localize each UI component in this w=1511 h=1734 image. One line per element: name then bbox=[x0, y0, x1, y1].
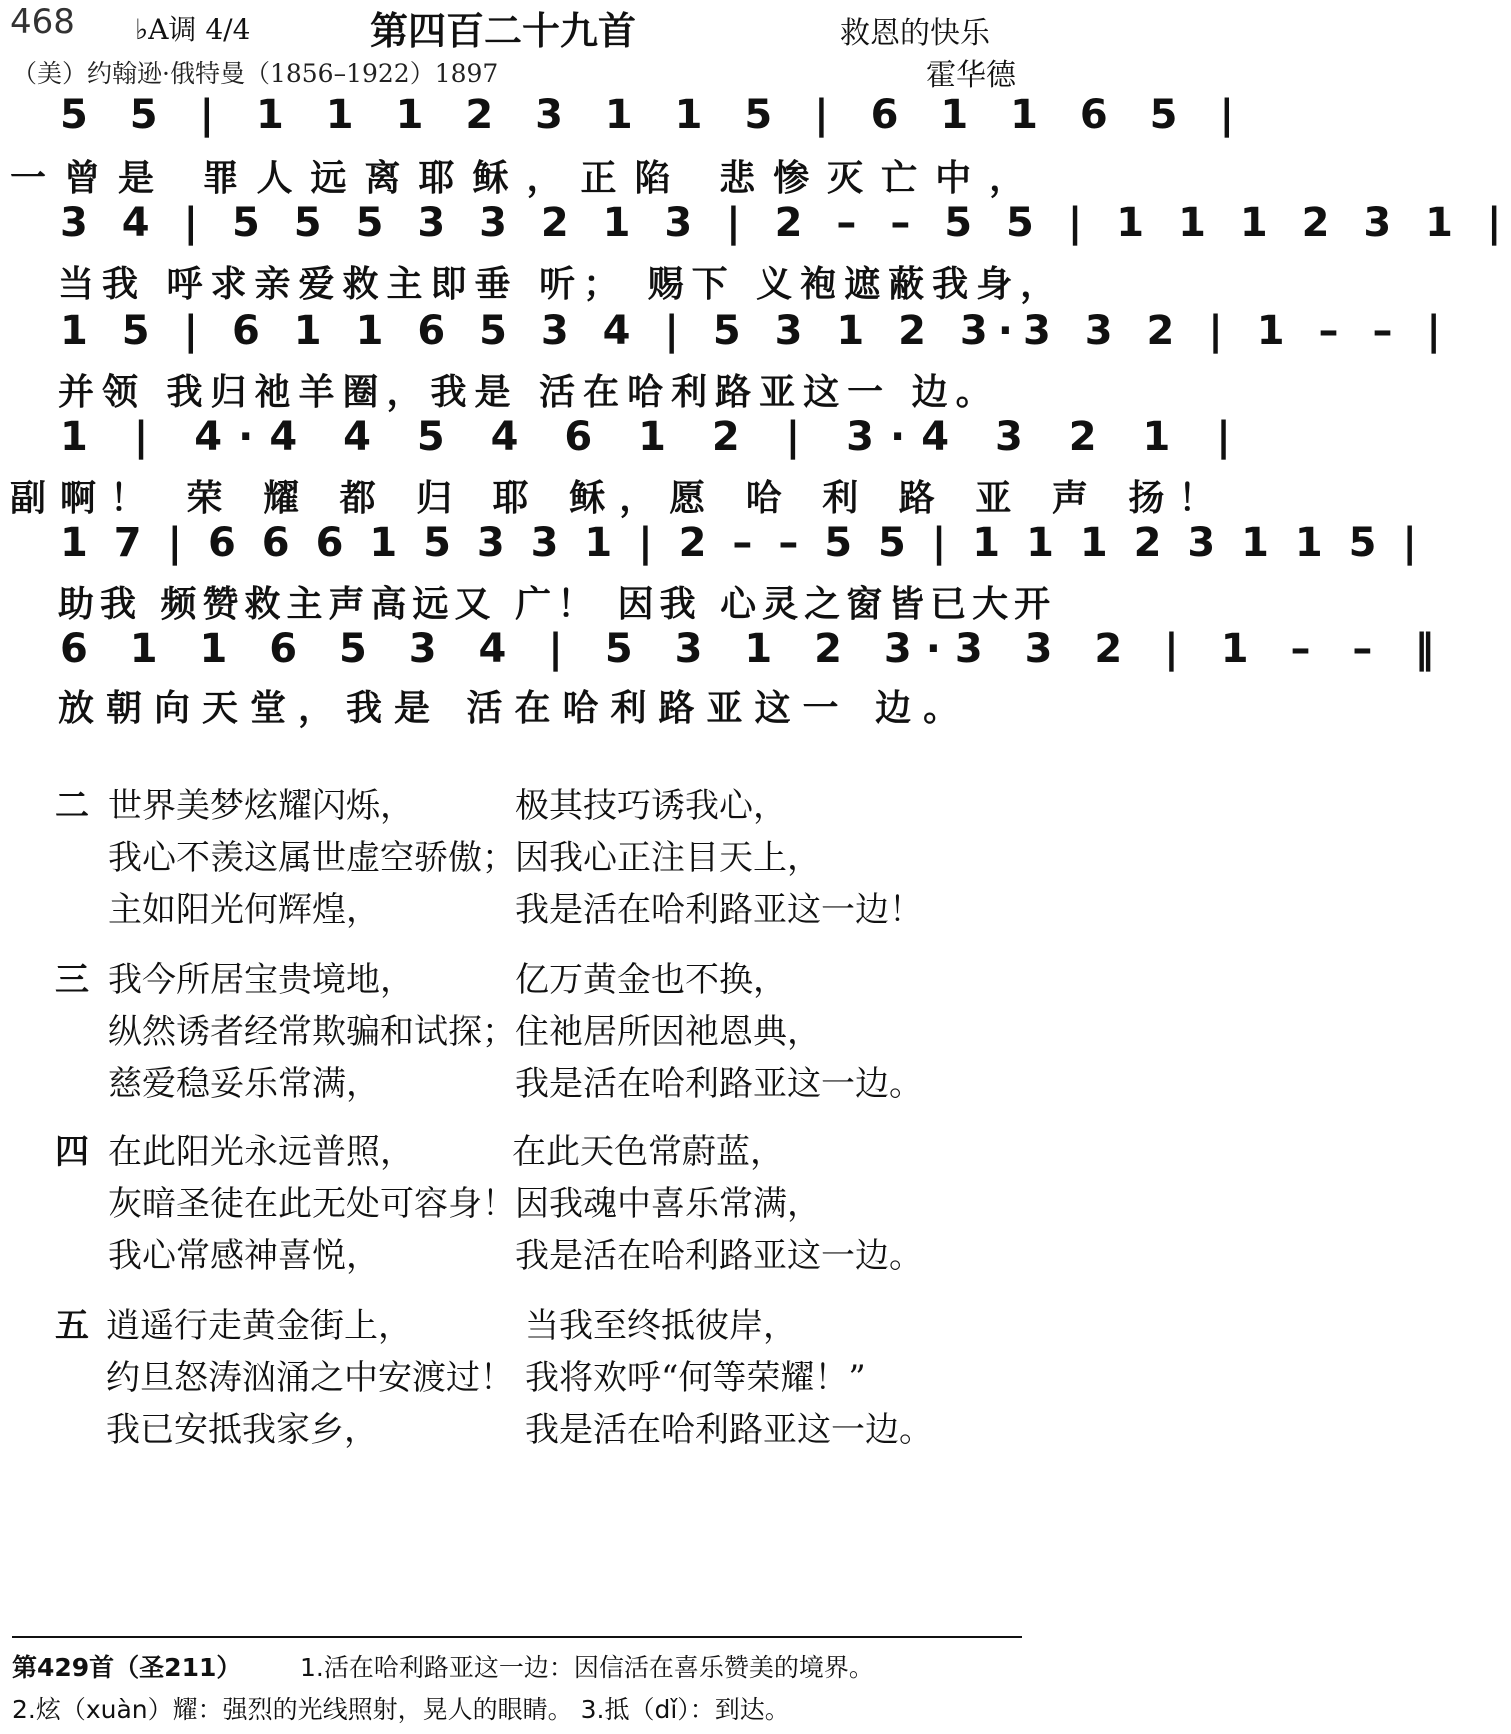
verse-line: 在此天色常蔚蓝， bbox=[512, 1132, 784, 1172]
hymn-title: 第四百二十九首 bbox=[370, 9, 637, 53]
notation-line-2: 3 4 | 5 5 5 3 3 2 1 3 | 2 – – 5 5 | 1 1 1 2 3 1 | bbox=[60, 200, 1511, 246]
verse-number: 三 bbox=[55, 960, 89, 1000]
hymn-subtitle: 救恩的快乐 bbox=[840, 16, 990, 51]
verse-line: 当我至终抵彼岸， bbox=[525, 1306, 797, 1346]
notation-line-4: 1 | 4·4 4 5 4 6 1 2 | 3·4 3 2 1 | bbox=[60, 414, 1247, 460]
verse-line: 极其技巧诱我心， bbox=[515, 786, 787, 826]
verse-line: 住祂居所因祂恩典， bbox=[515, 1012, 821, 1052]
verse-line: 我心不羡这属世虚空骄傲； bbox=[108, 838, 516, 878]
lyric-line-3: 并领 我归祂羊圈，我是 活在哈利路亚这一 边。 bbox=[58, 371, 1000, 413]
notation-line-5: 1 7 | 6 6 6 1 5 3 3 1 | 2 – – 5 5 | 1 1 1 2 3 1 1 5 | bbox=[60, 520, 1423, 566]
footnote-label: 第429首（圣211） bbox=[12, 1653, 242, 1682]
notation-line-1: 5 5 | 1 1 1 2 3 1 1 5 | 6 1 1 6 5 | bbox=[60, 92, 1249, 138]
footnote-2: 2.炫（xuàn）耀：强烈的光线照射，晃人的眼睛。 3.抵（dǐ）：到达。 bbox=[12, 1695, 790, 1724]
composer-credits: （美）约翰逊·俄特曼（1856–1922）1897 bbox=[12, 59, 499, 88]
verse-line: 亿万黄金也不换， bbox=[515, 960, 787, 1000]
lyric-line-1: 一曾是 罪人远离耶稣，正陷 悲惨灭亡中， bbox=[10, 157, 1044, 199]
verse-number: 五 bbox=[55, 1306, 89, 1346]
verse-line: 逍遥行走黄金街上， bbox=[106, 1306, 412, 1346]
verse-line: 我是活在哈利路亚这一边。 bbox=[515, 1236, 923, 1276]
verse-line: 主如阳光何辉煌， bbox=[108, 890, 380, 930]
verse-line: 我是活在哈利路亚这一边。 bbox=[525, 1410, 933, 1450]
verse-line: 在此阳光永远普照， bbox=[108, 1132, 414, 1172]
verse-line: 纵然诱者经常欺骗和试探； bbox=[108, 1012, 516, 1052]
lyric-line-6: 放朝向天堂，我是 活在哈利路亚这一 边。 bbox=[58, 687, 972, 729]
lyricist: 霍华德 bbox=[926, 58, 1016, 93]
verse-line: 我今所居宝贵境地， bbox=[108, 960, 414, 1000]
lyric-line-2: 当我 呼求亲爱救主即垂 听； 赐下 义袍遮蔽我身， bbox=[58, 263, 1065, 305]
verse-number: 四 bbox=[55, 1132, 89, 1172]
verse-line: 世界美梦炫耀闪烁， bbox=[108, 786, 414, 826]
verse-line: 我是活在哈利路亚这一边。 bbox=[515, 1064, 923, 1104]
verse-line: 我是活在哈利路亚这一边！ bbox=[515, 890, 923, 930]
lyric-line-4: 副啊！ 荣 耀 都 归 耶 稣，愿 哈 利 路 亚 声 扬！ bbox=[10, 477, 1229, 519]
verse-line: 约旦怒涛汹涌之中安渡过！ bbox=[106, 1358, 514, 1398]
verse-line: 我将欢呼“何等荣耀！” bbox=[525, 1358, 866, 1398]
page-number: 468 bbox=[10, 2, 75, 42]
key-signature: ♭A调 4/4 bbox=[135, 13, 251, 46]
verse-line: 灰暗圣徒在此无处可容身！ bbox=[108, 1184, 516, 1224]
footnote-1: 1.活在哈利路亚这一边：因信活在喜乐赞美的境界。 bbox=[300, 1653, 874, 1682]
verse-line: 我心常感神喜悦， bbox=[108, 1236, 380, 1276]
verse-number: 二 bbox=[55, 786, 89, 826]
verse-line: 慈爱稳妥乐常满， bbox=[108, 1064, 380, 1104]
footnote-divider bbox=[12, 1636, 1022, 1638]
verse-line: 因我心正注目天上， bbox=[515, 838, 821, 878]
verse-line: 因我魂中喜乐常满， bbox=[515, 1184, 821, 1224]
notation-line-6: 6 1 1 6 5 3 4 | 5 3 1 2 3·3 3 2 | 1 – – ‖ bbox=[60, 626, 1449, 672]
lyric-line-5: 助我 频赞救主声高远又 广！ 因我 心灵之窗皆已大开 bbox=[58, 583, 1057, 625]
verse-line: 我已安抵我家乡， bbox=[106, 1410, 378, 1450]
notation-line-3: 1 5 | 6 1 1 6 5 3 4 | 5 3 1 2 3·3 3 2 | 1 – – | bbox=[60, 308, 1451, 354]
